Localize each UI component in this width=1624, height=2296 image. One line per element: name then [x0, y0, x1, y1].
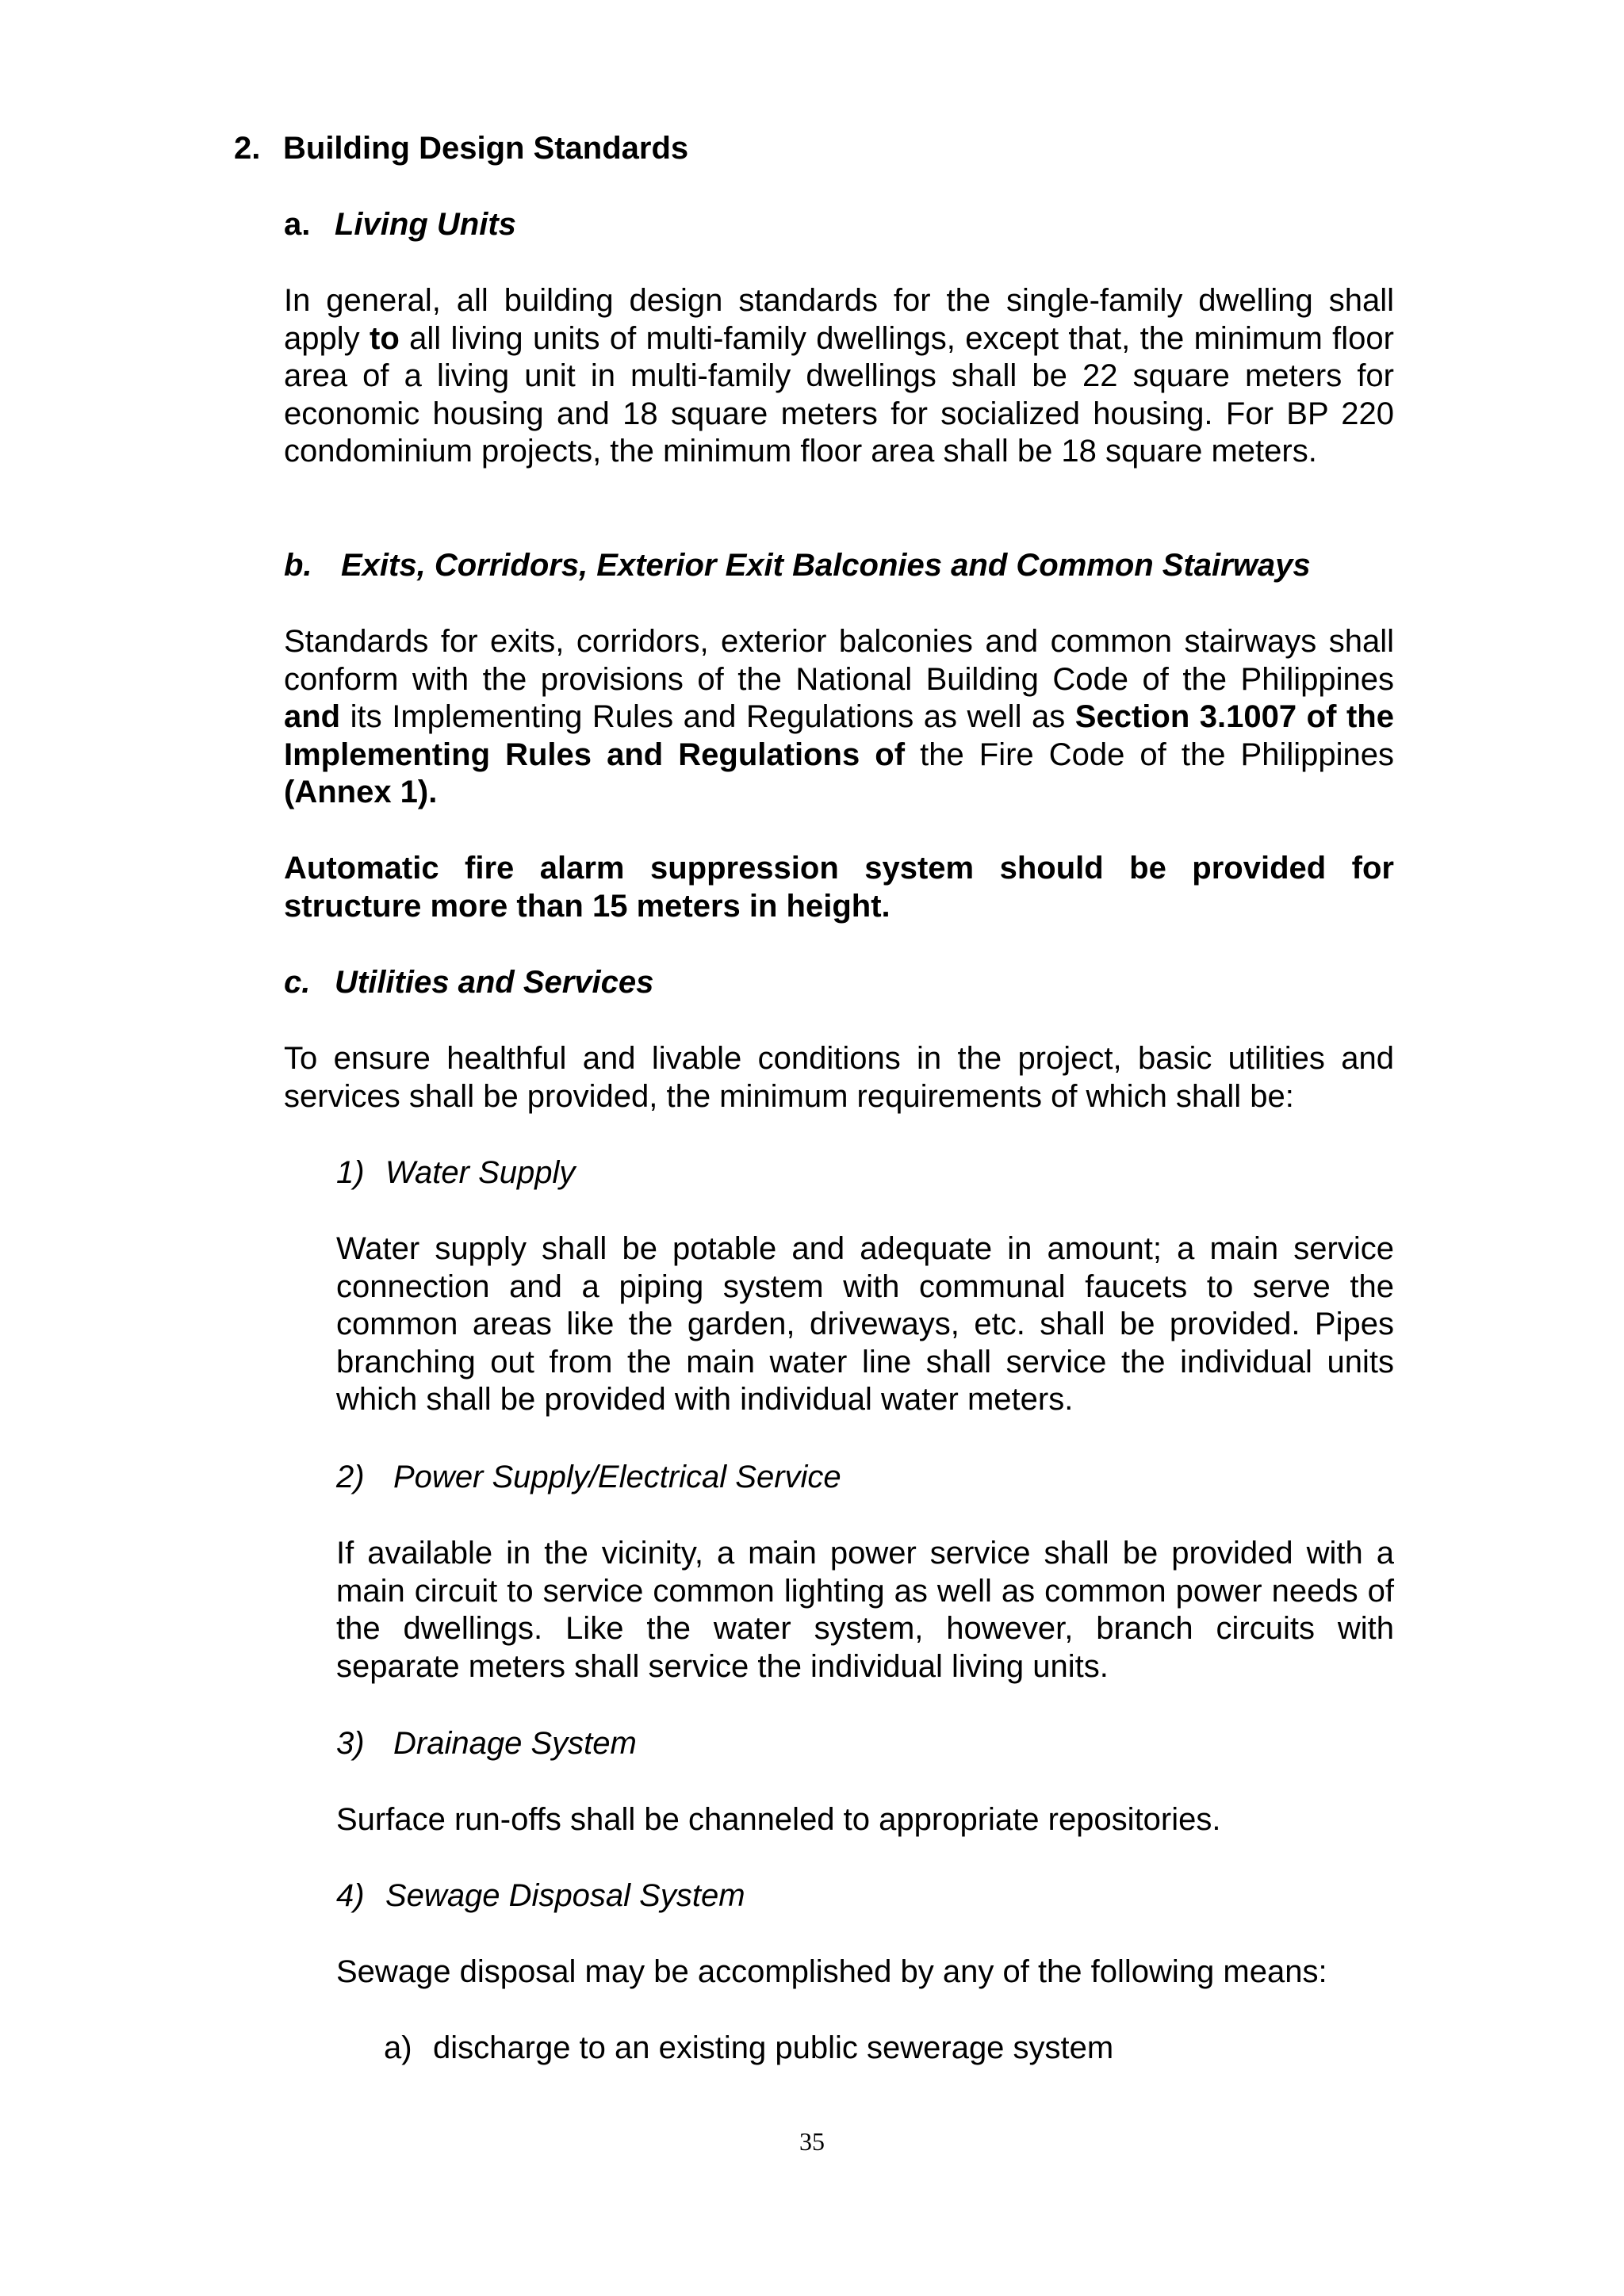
fire-alarm-note: Automatic fire alarm suppression system should be provided for structure more than 15 meters in height. [284, 851, 1394, 924]
utilities-intro: To ensure healthful and livable conditions in the project, basic utilities and services shall be provided, the minimum requirements of which shall be: [284, 1041, 1394, 1114]
subsection-b-heading [284, 547, 1311, 585]
sewage-paragraph: Sewage disposal may be accomplished by any of the following means: [336, 1954, 1327, 1989]
sewage-option-a: a) discharge to an existing public sewerage system [384, 2030, 1114, 2065]
section-number: 2. [234, 131, 261, 166]
water-supply-paragraph: Water supply shall be potable and adequate in amount; a main service connection and a piping system with communal faucets to serve the common areas like the garden, driveways, etc. shall be provided. Pipes branching out from the main water line shall service the individual units which shall be provided with individual water meters. [336, 1231, 1394, 1418]
subsection-a-letter: a. [284, 207, 311, 242]
subsection-c-heading [284, 964, 653, 1002]
water-supply-heading: 1) Water Supply [336, 1155, 576, 1190]
drainage-paragraph: Surface run-offs shall be channeled to appropriate repositories. [336, 1802, 1221, 1837]
subsection-b-title: Exits, Corridors, Exterior Exit Balconies and Common Stairways [341, 548, 1311, 583]
power-supply-heading: 2) Power Supply/Electrical Service [336, 1460, 841, 1494]
sewage-heading: 4) Sewage Disposal System [336, 1878, 745, 1913]
subsection-a-heading [284, 206, 516, 244]
power-supply-paragraph: If available in the vicinity, a main power service shall be provided with a main circuit to service common lighting as well as common power needs of the dwellings. Like the water system, however, branch circuits with separate meters shall service the individual living units. [336, 1536, 1394, 1684]
subsection-c-title: Utilities and Services [335, 965, 654, 1000]
drainage-heading: 3) Drainage System [336, 1726, 637, 1761]
living-units-paragraph: In general, all building design standards for the single-family dwelling shall apply to all living units of multi-family dwellings, except that, the minimum floor area of a living unit in multi-family dwellings shall be 22 square meters for economic housing and 18 square meters for socialized housing. For BP 220 condominium projects, the minimum floor area shall be 18 square meters. [284, 283, 1394, 469]
page-number: 35 [799, 2127, 825, 2156]
subsection-c-letter: c. [284, 965, 311, 1000]
bold-to: to [370, 320, 400, 356]
subsection-a-title: Living Units [335, 207, 516, 242]
section-title: Building Design Standards [283, 131, 689, 166]
section-heading [234, 130, 688, 168]
exits-paragraph: Standards for exits, corridors, exterior balconies and common stairways shall conform with the provisions of the National Building Code of the Philippines and its Implementing Rules and Regulations as well as Section 3.1007 of the Implementing Rules and Regulations of the Fire Code of the Philippines (Annex 1). [284, 624, 1394, 810]
subsection-b-letter: b. [284, 548, 312, 583]
